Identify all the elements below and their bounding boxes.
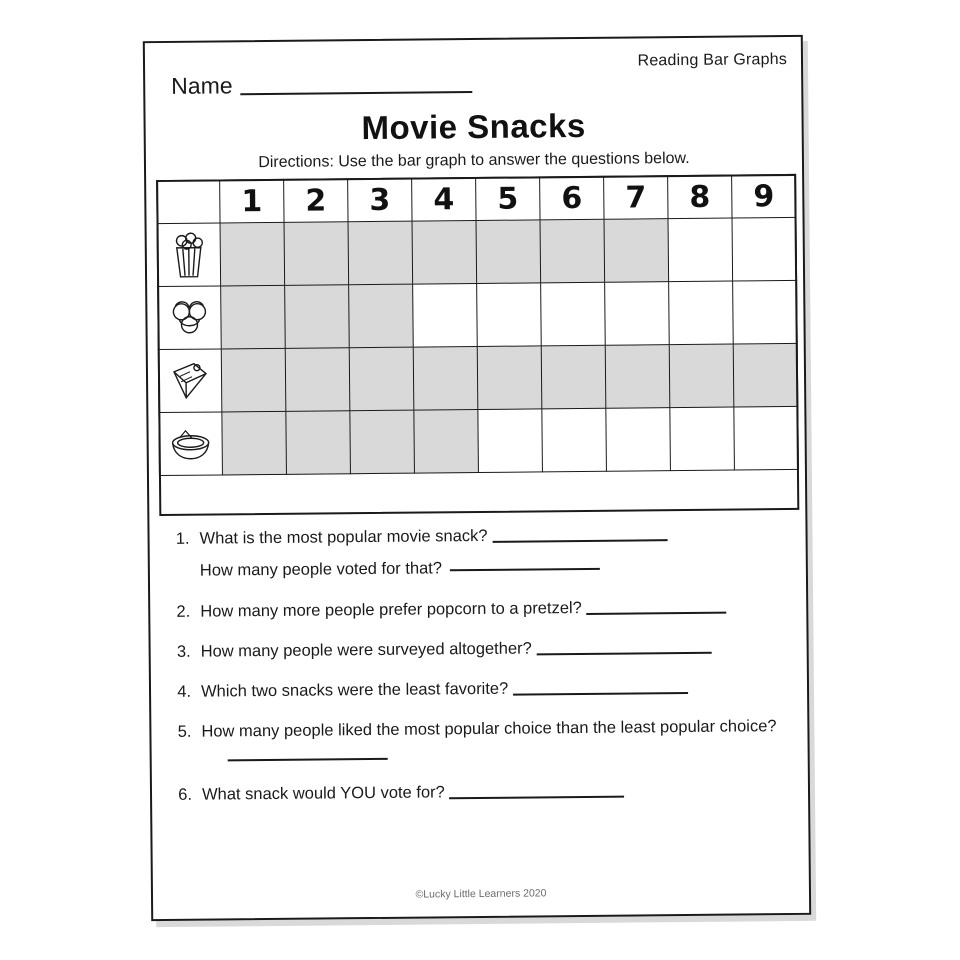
row-icon-popcorn (157, 223, 221, 287)
graph-cell[interactable] (670, 407, 735, 471)
graph-cell[interactable] (542, 408, 607, 472)
column-header-5: 5 (476, 177, 540, 221)
answer-line[interactable] (513, 680, 688, 696)
bar-graph-table (156, 174, 799, 476)
list-item (161, 715, 801, 766)
row-icon-nachos (159, 412, 223, 476)
question-sub-text: How many people voted for that? (199, 559, 443, 580)
graph-header-row (157, 174, 796, 223)
graph-cell[interactable] (413, 346, 478, 410)
graph-cell[interactable] (285, 285, 350, 349)
graph-corner-cell (157, 180, 220, 224)
name-label: Name (171, 72, 233, 99)
graph-cell[interactable] (350, 410, 415, 474)
question-number: 5. (177, 723, 192, 742)
graph-cell[interactable] (222, 411, 287, 475)
column-header-4: 4 (412, 177, 476, 221)
answer-line[interactable] (586, 599, 726, 614)
name-field-row (171, 70, 473, 100)
table-row (158, 280, 798, 349)
name-input-line[interactable] (241, 91, 473, 95)
question-body (200, 594, 800, 622)
graph-cell[interactable] (540, 219, 605, 283)
question-subpart (200, 554, 800, 582)
question-number: 2. (176, 602, 191, 621)
graph-cell[interactable] (220, 222, 285, 286)
graph-cell[interactable] (605, 345, 670, 409)
graph-cell[interactable] (349, 347, 414, 411)
question-body (199, 522, 799, 582)
column-header-6: 6 (540, 176, 604, 220)
graph-cell[interactable] (477, 283, 542, 347)
graph-cell[interactable] (733, 343, 798, 407)
worksheet-sheet (143, 35, 811, 921)
question-text: What snack would YOU vote for? (201, 783, 445, 804)
list-item (160, 594, 800, 622)
list-item (161, 675, 801, 703)
table-row (158, 343, 798, 412)
graph-cell[interactable] (668, 218, 733, 282)
column-header-8: 8 (668, 175, 732, 219)
table-row (157, 217, 797, 286)
column-header-1: 1 (220, 179, 284, 223)
graph-cell[interactable] (478, 409, 543, 473)
question-text: How many people were surveyed altogether? (200, 639, 532, 661)
graph-cell[interactable] (284, 222, 349, 286)
graph-cell[interactable] (477, 346, 542, 410)
graph-cell[interactable] (286, 411, 351, 475)
graph-cell[interactable] (413, 283, 478, 347)
graph-cell[interactable] (221, 285, 286, 349)
graph-cell[interactable] (734, 406, 799, 470)
candy-box-icon (168, 358, 212, 404)
graph-cell[interactable] (221, 348, 286, 412)
list-item (161, 635, 801, 663)
answer-line[interactable] (492, 527, 667, 543)
question-number: 4. (177, 682, 192, 701)
question-number: 1. (175, 529, 190, 548)
question-body (202, 778, 802, 806)
copyright-footer: ©Lucky Little Learners 2020 (415, 887, 547, 901)
graph-cell[interactable] (604, 219, 669, 283)
graph-cell[interactable] (349, 284, 414, 348)
row-icon-candy (158, 349, 222, 413)
graph-cell[interactable] (669, 344, 734, 408)
column-header-7: 7 (604, 176, 668, 220)
graph-cell[interactable] (414, 409, 479, 473)
page-title: Movie Snacks (361, 106, 586, 147)
question-body (201, 675, 801, 703)
nachos-bowl-icon (167, 424, 213, 464)
answer-line[interactable] (450, 556, 600, 571)
worksheet-category-label: Reading Bar Graphs (637, 51, 788, 70)
graph-cell[interactable] (733, 280, 798, 344)
graph-cell[interactable] (412, 220, 477, 284)
question-text: What is the most popular movie snack? (199, 526, 488, 548)
answer-line[interactable] (449, 783, 624, 799)
graph-cell[interactable] (669, 281, 734, 345)
popcorn-icon (169, 230, 209, 280)
graph-cell[interactable] (606, 408, 671, 472)
graph-cell[interactable] (285, 348, 350, 412)
directions-text: Directions: Use the bar graph to answer the questions below. (258, 149, 690, 172)
answer-line[interactable] (228, 745, 388, 761)
list-item (159, 522, 799, 583)
graph-cell[interactable] (476, 220, 541, 284)
pretzel-icon (167, 296, 211, 340)
answer-line[interactable] (536, 640, 711, 656)
graph-cell[interactable] (541, 345, 606, 409)
questions-list (159, 522, 802, 824)
column-header-9: 9 (732, 174, 796, 218)
table-row (159, 406, 799, 475)
graph-cell[interactable] (732, 217, 797, 281)
graph-cell[interactable] (348, 221, 413, 285)
question-text: How many people liked the most popular choice than the least popular choice? (201, 717, 777, 741)
column-header-2: 2 (284, 179, 348, 223)
question-text: How many more people prefer popcorn to a pretzel? (200, 598, 582, 621)
graph-cell[interactable] (605, 282, 670, 346)
graph-cell[interactable] (541, 282, 606, 346)
question-number: 3. (176, 642, 191, 661)
column-header-3: 3 (348, 178, 412, 222)
question-text: Which two snacks were the least favorite? (200, 679, 509, 701)
question-body (201, 635, 801, 663)
row-icon-pretzel (158, 286, 222, 350)
question-number: 6. (178, 785, 193, 804)
question-body (201, 715, 801, 765)
list-item (162, 778, 802, 806)
